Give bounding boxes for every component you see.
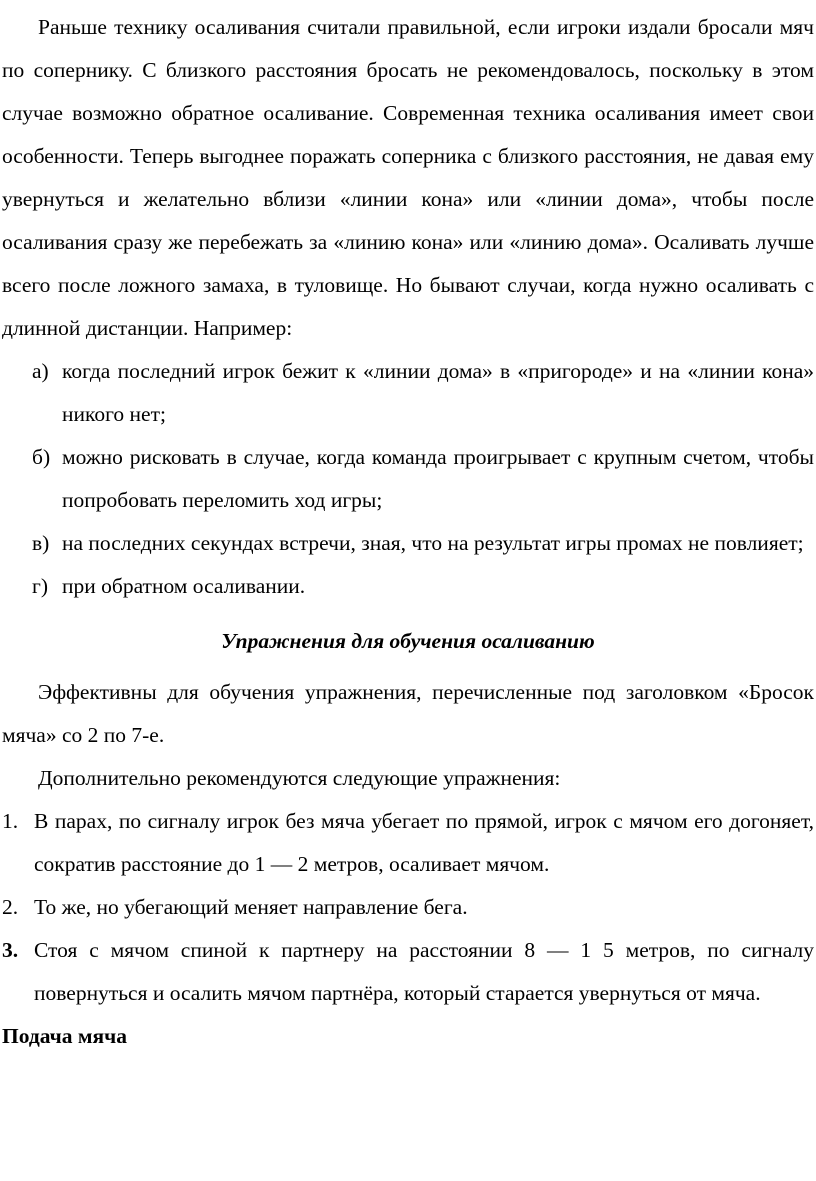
list-marker: 3.	[2, 938, 19, 962]
example-item-c	[2, 522, 814, 565]
list-marker: 2.	[2, 895, 19, 919]
list-marker: г)	[32, 574, 48, 598]
list-marker: 1.	[2, 809, 19, 833]
example-item-d	[2, 565, 814, 608]
section-title: Подача мяча	[2, 1024, 128, 1048]
exercise-item-1	[2, 800, 814, 886]
exercise-item-2	[2, 886, 814, 929]
list-marker: в)	[32, 531, 50, 555]
exercises-heading: Упражнения для обучения осаливанию	[221, 629, 595, 653]
example-item-b	[2, 436, 814, 522]
list-item-text: Стоя с мячом спиной к партнеру на расстоянии 8 — 1 5 метров, по сигналу повернуться и осалить мячом партнёра, который старается увернуться от мяча.	[34, 938, 814, 1005]
exercises-paragraph-1: Эффективны для обучения упражнения, перечисленные под заголовком «Бросок мяча» со 2 по 7-е.	[2, 680, 814, 747]
list-item-text: То же, но убегающий меняет направление бега.	[34, 895, 468, 919]
exercises-paragraph-2: Дополнительно рекомендуются следующие упражнения:	[38, 766, 561, 790]
exercise-item-3	[2, 929, 814, 1015]
intro-paragraph: Раньше технику осаливания считали правильной, если игроки издали бросали мяч по сопернику. С близкого расстояния бросать не рекомендовалось, поскольку в этом случае возможно обратное осаливание. Современная техника осаливания имеет свои особенности. Теперь выгоднее поражать соперника с близкого расстояния, не давая ему увернуться и желательно вблизи «линии кона» или «линии дома», чтобы после осаливания сразу же перебежать за «линию кона» или «линию дома». Осаливать лучше всего после ложного замаха, в туловище. Но бывают случаи, когда нужно осаливать с длинной дистанции. Например:	[2, 15, 814, 340]
list-item-text: В парах, по сигналу игрок без мяча убегает по прямой, игрок с мячом его догоняет, сократив расстояние до 1 — 2 метров, осаливает мячом.	[34, 809, 814, 876]
list-item-text: когда последний игрок бежит к «линии дома» в «пригороде» и на «линии кона» никого нет;	[62, 359, 814, 426]
list-item-text: при обратном осаливании.	[62, 574, 306, 598]
list-marker: б)	[32, 445, 51, 469]
example-item-a	[2, 350, 814, 436]
list-marker: а)	[32, 359, 49, 383]
list-item-text: можно рисковать в случае, когда команда проигрывает с крупным счетом, чтобы попробовать переломить ход игры;	[62, 445, 814, 512]
list-item-text: на последних секундах встречи, зная, что на результат игры промах не повлияет;	[62, 531, 804, 555]
